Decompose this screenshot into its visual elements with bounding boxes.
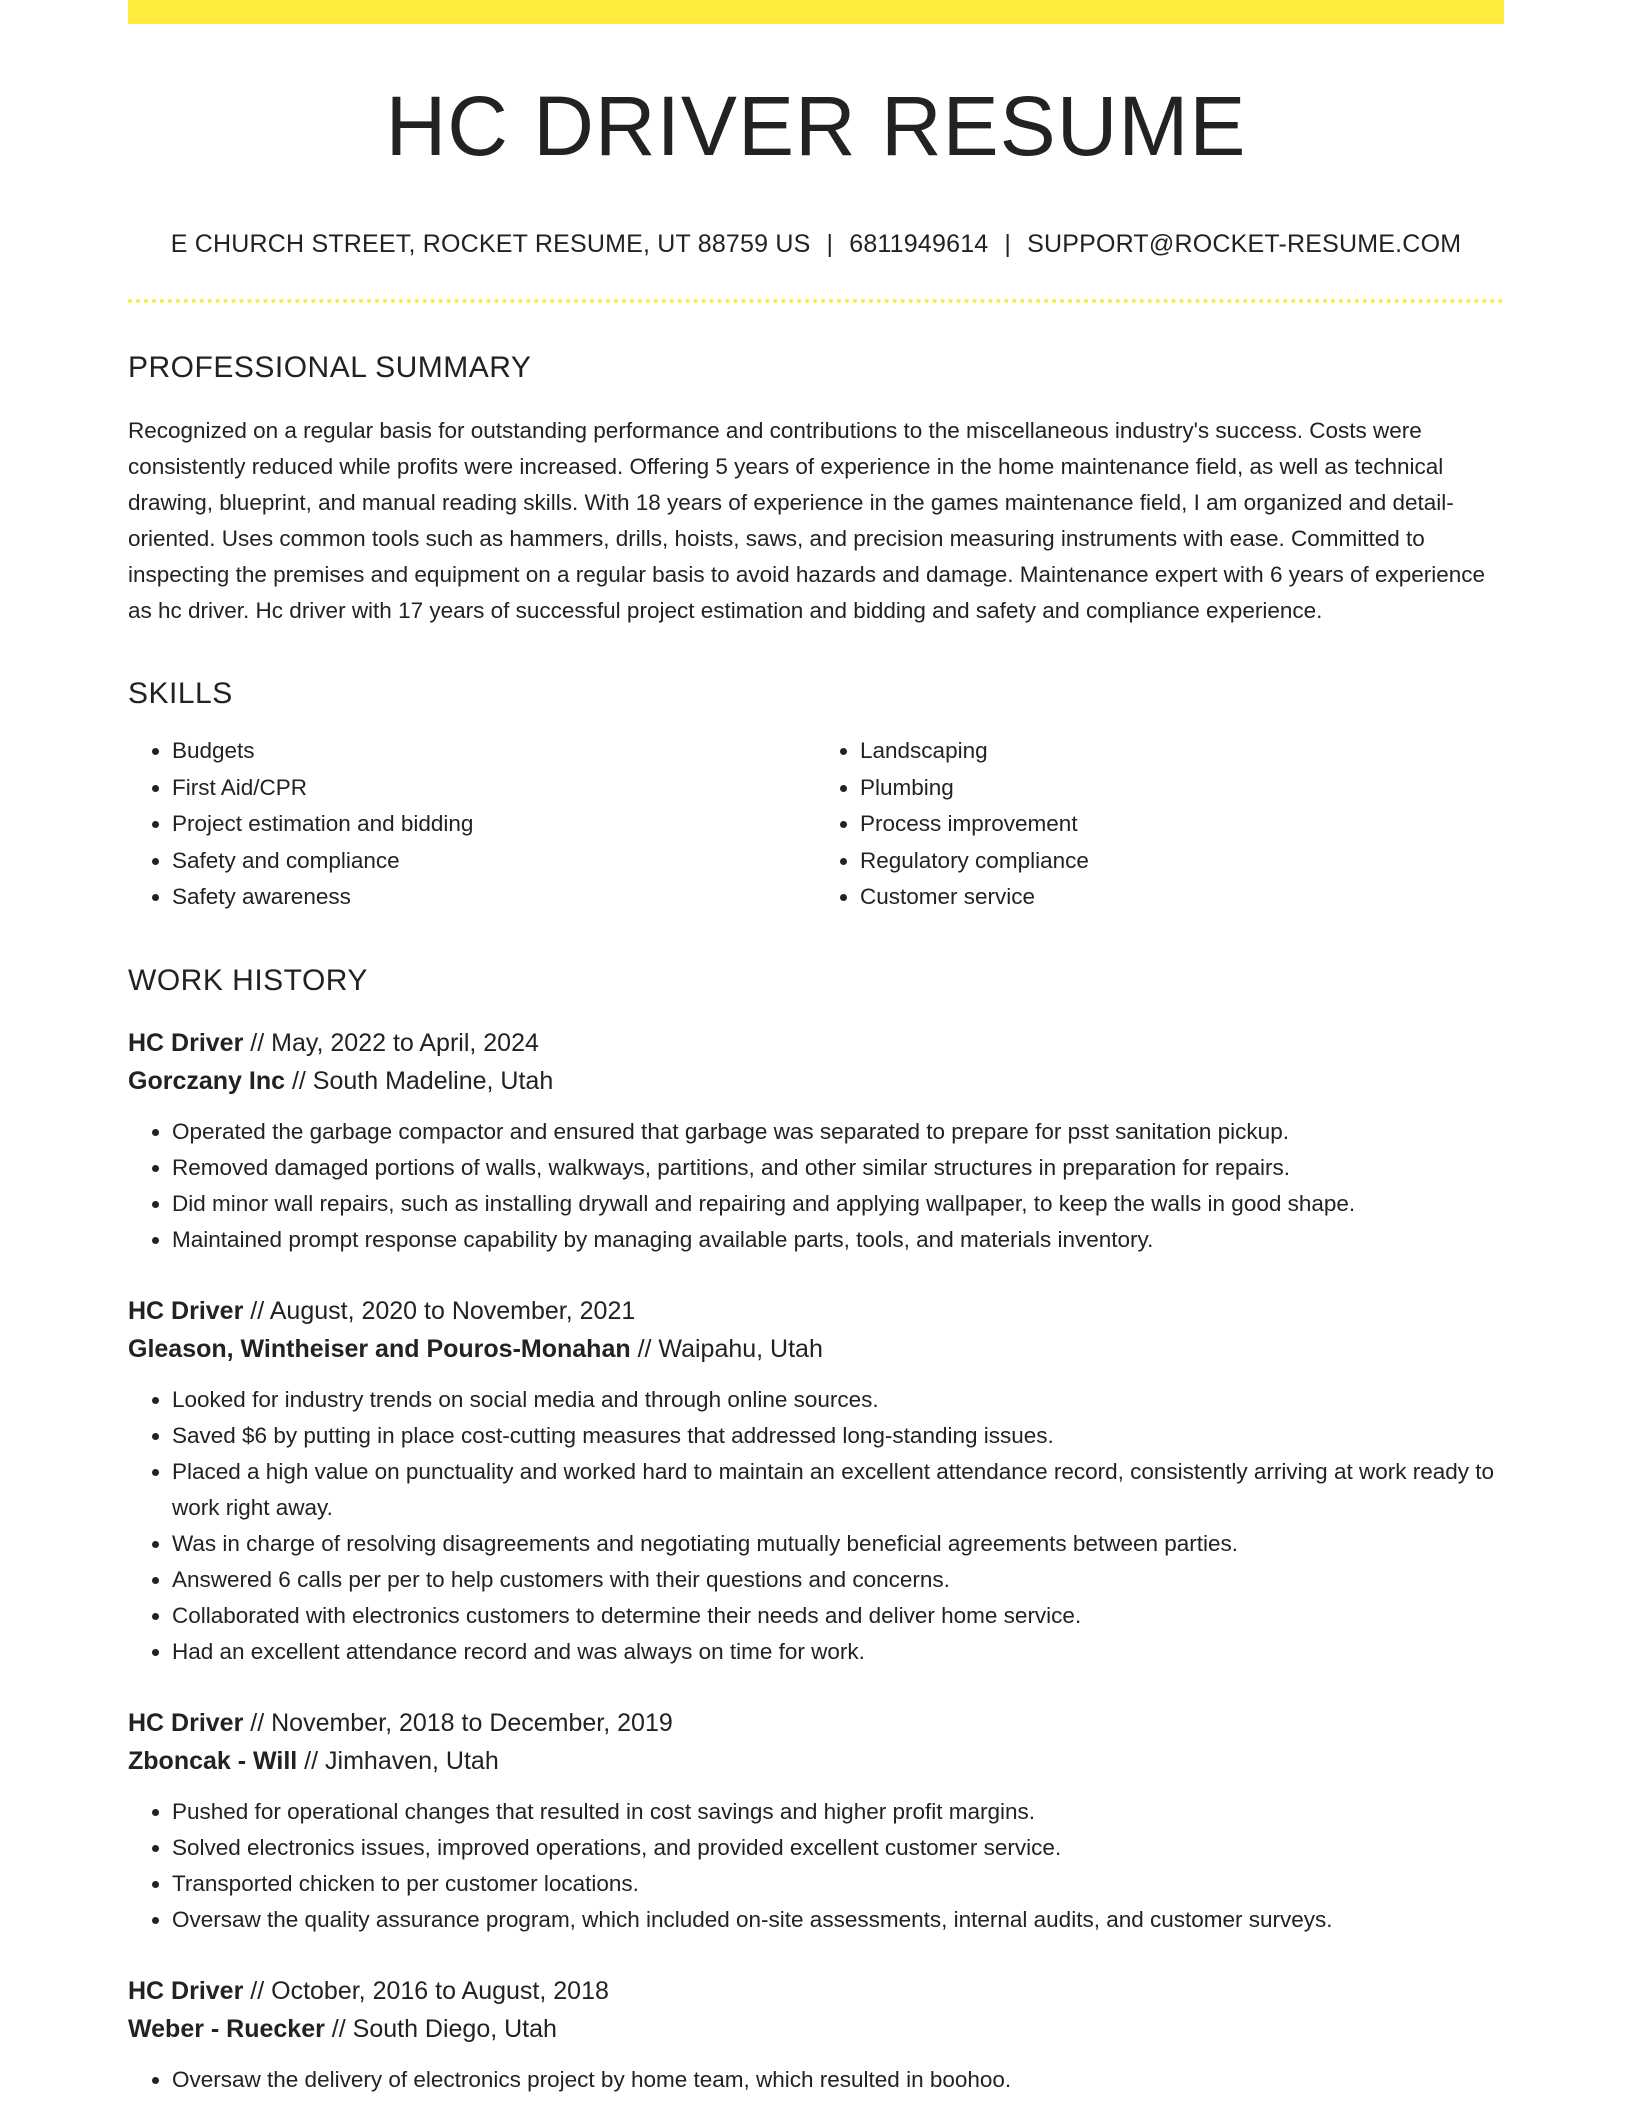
separator: // [630, 1334, 659, 1363]
skills-column-left [128, 733, 816, 916]
job-entry [128, 1024, 1504, 1258]
separator: // [324, 2014, 353, 2043]
separator: // [243, 1976, 272, 2005]
job-company: Weber - Ruecker [128, 2014, 325, 2043]
contact-email: SUPPORT@ROCKET-RESUME.COM [1027, 230, 1462, 259]
skill-item: • Safety awareness [172, 879, 816, 916]
job-title: HC Driver [128, 1708, 244, 1737]
job-bullet: • Saved $6 by putting in place cost-cutting measures that addressed long-standing issues. [172, 1418, 1504, 1454]
resume-page [128, 0, 1504, 2098]
job-title-line [128, 1292, 1504, 1330]
job-bullet: • Oversaw the quality assurance program, which included on-site assessments, internal audits, and customer surveys. [172, 1902, 1504, 1938]
job-title-line [128, 1972, 1504, 2010]
job-bullet: • Maintained prompt response capability by managing available parts, tools, and materials inventory. [172, 1222, 1504, 1258]
job-company: Zboncak - Will [128, 1746, 298, 1775]
job-entry [128, 1972, 1504, 2098]
job-bullet: • Collaborated with electronics customers to determine their needs and deliver home service. [172, 1598, 1504, 1634]
separator: // [285, 1066, 313, 1095]
job-bullet: • Transported chicken to per customer locations. [172, 1866, 1504, 1902]
job-bullets [128, 1382, 1504, 1670]
separator: // [243, 1296, 270, 1325]
job-location: Waipahu, Utah [658, 1334, 823, 1363]
job-dates: August, 2020 to November, 2021 [269, 1296, 636, 1325]
job-bullets [128, 1114, 1504, 1258]
job-company: Gorczany Inc [128, 1066, 285, 1095]
job-bullet: • Was in charge of resolving disagreements and negotiating mutually beneficial agreements between parties. [172, 1526, 1504, 1562]
separator: // [297, 1746, 326, 1775]
skills-heading: SKILLS [128, 677, 233, 711]
job-dates: November, 2018 to December, 2019 [271, 1708, 673, 1737]
contact-separator: | [1004, 230, 1012, 259]
job-company-line [128, 1330, 1504, 1368]
job-company-line [128, 1742, 1504, 1780]
job-title: HC Driver [128, 1296, 244, 1325]
job-bullet: • Solved electronics issues, improved operations, and provided excellent customer service. [172, 1830, 1504, 1866]
contact-line [128, 230, 1504, 259]
job-company-line [128, 1062, 1504, 1100]
contact-separator: | [826, 230, 834, 259]
separator: // [243, 1708, 272, 1737]
job-dates: October, 2016 to August, 2018 [271, 1976, 609, 2005]
skill-item: • Customer service [860, 879, 1504, 916]
contact-phone: 6811949614 [849, 230, 989, 259]
job-company-line [128, 2010, 1504, 2048]
skills-list [128, 733, 1504, 916]
job-dates: May, 2022 to April, 2024 [271, 1028, 539, 1057]
dotted-divider [128, 299, 1504, 303]
separator: // [243, 1028, 272, 1057]
job-bullet: • Oversaw the delivery of electronics project by home team, which resulted in boohoo. [172, 2062, 1504, 2098]
job-bullet: • Removed damaged portions of walls, walkways, partitions, and other similar structures in preparation for repairs. [172, 1150, 1504, 1186]
job-bullets [128, 1794, 1504, 1938]
job-bullet: • Answered 6 calls per per to help customers with their questions and concerns. [172, 1562, 1504, 1598]
summary-text: Recognized on a regular basis for outstanding performance and contributions to the miscellaneous industry's success. Costs were consistently reduced while profits were increased. Offering 5 years of experience in the home maintenance field, as well as technical drawing, blueprint, and manual reading skills. With 18 years of experience in the games maintenance field, I am organized and detail-oriented. Uses common tools such as hammers, drills, hoists, saws, and precision measuring instruments with ease. Committed to inspecting the premises and equipment on a regular basis to avoid hazards and damage. Maintenance expert with 6 years of experience as hc driver. Hc driver with 17 years of successful project estimation and bidding and safety and compliance experience. [128, 418, 1486, 624]
skill-item: • Plumbing [860, 770, 1504, 807]
job-location: Jimhaven, Utah [325, 1746, 499, 1775]
skills-column-right [816, 733, 1504, 916]
job-title-line [128, 1704, 1504, 1742]
job-bullets [128, 2062, 1504, 2098]
job-company: Gleason, Wintheiser and Pouros-Monahan [128, 1334, 631, 1363]
job-bullet: • Did minor wall repairs, such as installing drywall and repairing and applying wallpaper, to keep the walls in good shape. [172, 1186, 1504, 1222]
job-title-line [128, 1024, 1504, 1062]
skill-item: • Project estimation and bidding [172, 806, 816, 843]
job-bullet: • Placed a high value on punctuality and worked hard to maintain an excellent attendance record, consistently arriving at work ready to work right away. [172, 1454, 1504, 1526]
job-bullet: • Had an excellent attendance record and was always on time for work. [172, 1634, 1504, 1670]
skill-item: • First Aid/CPR [172, 770, 816, 807]
job-bullet: • Looked for industry trends on social media and through online sources. [172, 1382, 1504, 1418]
job-entry [128, 1704, 1504, 1938]
skill-item: • Budgets [172, 733, 816, 770]
job-title: HC Driver [128, 1028, 244, 1057]
top-accent-bar [128, 0, 1504, 24]
job-location: South Madeline, Utah [312, 1066, 554, 1095]
contact-address: E CHURCH STREET, ROCKET RESUME, UT 88759 US [170, 230, 811, 259]
job-entry [128, 1292, 1504, 1670]
job-location: South Diego, Utah [352, 2014, 557, 2043]
job-title: HC Driver [128, 1976, 244, 2005]
skill-item: • Process improvement [860, 806, 1504, 843]
summary-heading: PROFESSIONAL SUMMARY [128, 351, 532, 385]
job-bullet: • Operated the garbage compactor and ensured that garbage was separated to prepare for psst sanitation pickup. [172, 1114, 1504, 1150]
skill-item: • Safety and compliance [172, 843, 816, 880]
skill-item: • Landscaping [860, 733, 1504, 770]
skill-item: • Regulatory compliance [860, 843, 1504, 880]
job-bullet: • Pushed for operational changes that resulted in cost savings and higher profit margins. [172, 1794, 1504, 1830]
resume-title: HC DRIVER RESUME [385, 79, 1247, 173]
work-history-heading: WORK HISTORY [128, 963, 368, 997]
